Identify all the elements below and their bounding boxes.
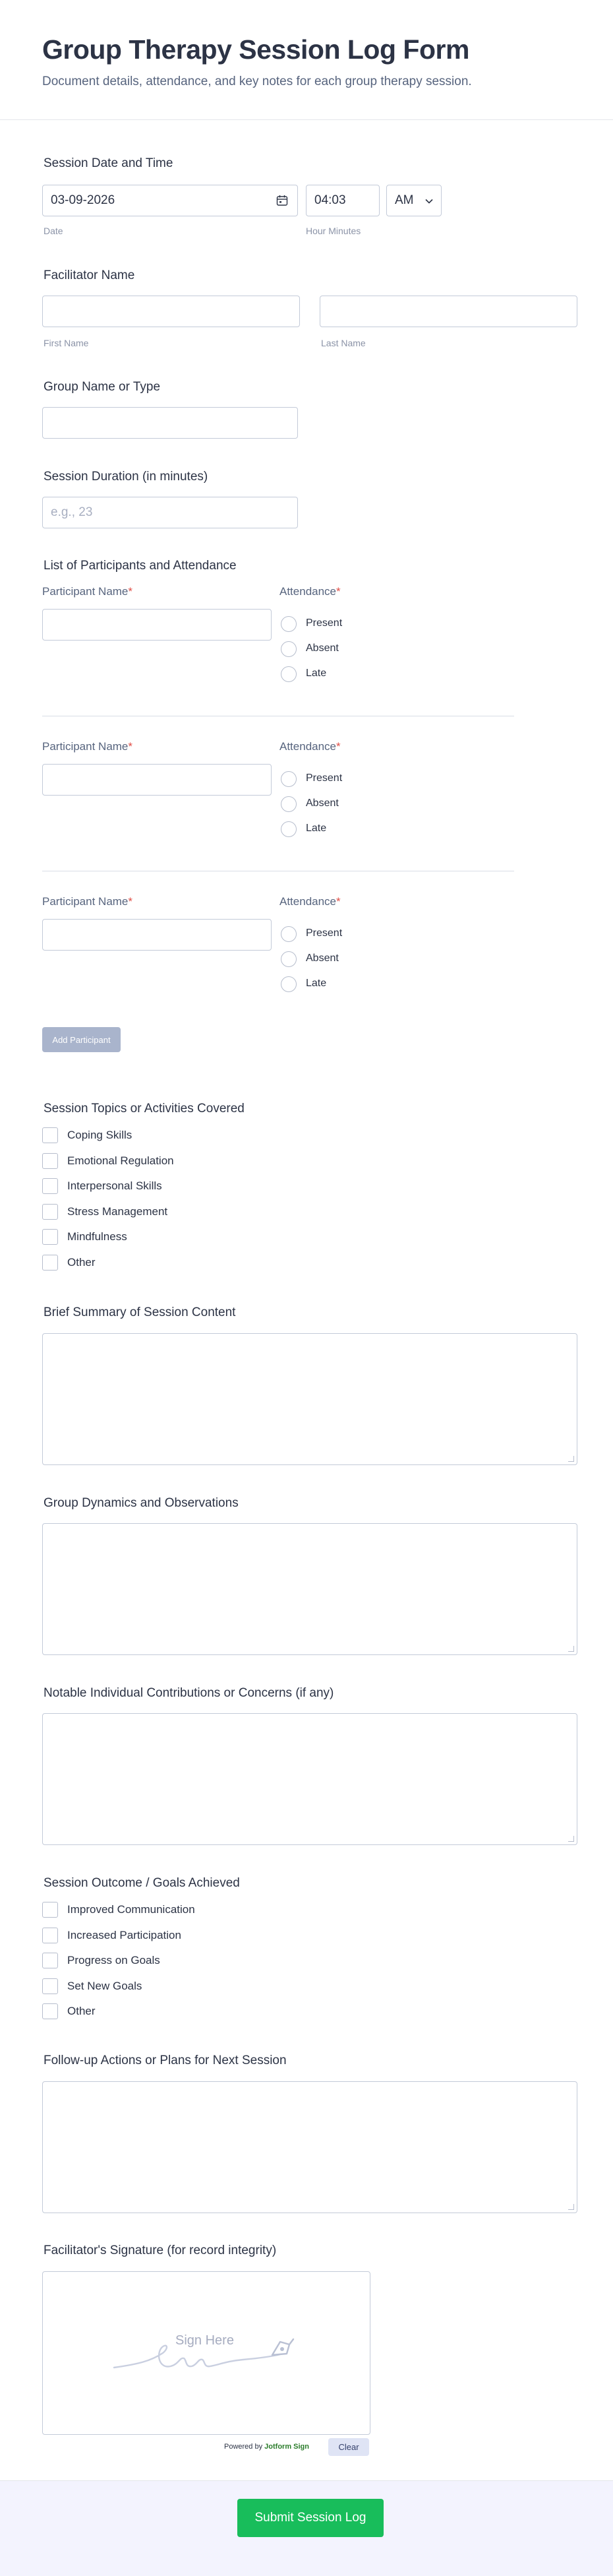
submit-button[interactable]: Submit Session Log xyxy=(237,2499,384,2537)
topic-checkbox[interactable] xyxy=(42,1204,58,1220)
topic-option-label: Emotional Regulation xyxy=(67,1154,174,1167)
participant-name-input[interactable] xyxy=(42,609,272,641)
contributions-textarea[interactable] xyxy=(42,1713,577,1845)
outcome-option-label: Increased Participation xyxy=(67,1928,181,1941)
powered-by xyxy=(224,2443,309,2451)
attendance-label xyxy=(279,740,341,753)
summary-label: Brief Summary of Session Content xyxy=(44,1305,236,1319)
outcome-option-label: Progress on Goals xyxy=(67,1954,160,1966)
group-name-input[interactable] xyxy=(42,407,298,439)
form-header xyxy=(0,0,613,120)
topic-checkbox[interactable] xyxy=(42,1153,58,1169)
participant-name-label xyxy=(42,740,132,753)
first-name-sublabel: First Name xyxy=(44,338,89,348)
outcome-checkbox[interactable] xyxy=(42,1902,58,1918)
participant-name-text: Participant Name xyxy=(42,585,129,598)
form-title: Group Therapy Session Log Form xyxy=(42,34,469,65)
outcome-option-label: Improved Communication xyxy=(67,1903,195,1916)
jotform-sign-brand[interactable]: Jotform Sign xyxy=(264,2443,309,2451)
required-mark: * xyxy=(128,585,133,598)
time-sublabel: Hour Minutes xyxy=(306,226,361,236)
session-datetime-label: Session Date and Time xyxy=(44,156,173,170)
add-participant-button[interactable]: Add Participant xyxy=(42,1027,121,1052)
attendance-radio-present[interactable] xyxy=(281,616,297,632)
sign-here-placeholder: Sign Here xyxy=(175,2333,234,2348)
topic-checkbox[interactable] xyxy=(42,1255,58,1271)
participant-name-text: Participant Name xyxy=(42,740,129,753)
date-input[interactable] xyxy=(42,185,298,216)
attendance-option-label: Absent xyxy=(306,643,339,654)
duration-label: Session Duration (in minutes) xyxy=(44,470,208,484)
topic-checkbox[interactable] xyxy=(42,1229,58,1245)
outcome-checkbox[interactable] xyxy=(42,2003,58,2019)
attendance-text: Attendance xyxy=(279,585,337,598)
participant-name-label xyxy=(42,895,132,908)
attendance-option-label: Absent xyxy=(306,953,339,964)
facilitator-label: Facilitator Name xyxy=(44,268,135,282)
attendance-radio-late[interactable] xyxy=(281,666,297,682)
participant-name-text: Participant Name xyxy=(42,895,129,908)
time-value: 04:03 xyxy=(314,193,346,207)
duration-input[interactable] xyxy=(42,497,298,528)
outcome-option-label: Set New Goals xyxy=(67,1979,142,1992)
summary-textarea[interactable] xyxy=(42,1333,577,1465)
attendance-option-label: Absent xyxy=(306,798,339,809)
signature-label: Facilitator's Signature (for record integrity) xyxy=(44,2244,277,2257)
attendance-text: Attendance xyxy=(279,740,337,753)
attendance-option-label: Present xyxy=(306,927,343,939)
attendance-option-label: Late xyxy=(306,823,327,834)
participant-name-input[interactable] xyxy=(42,919,272,951)
attendance-radio-present[interactable] xyxy=(281,771,297,787)
topic-option-label: Other xyxy=(67,1255,96,1269)
calendar-icon[interactable] xyxy=(276,195,288,210)
topic-option-label: Mindfulness xyxy=(67,1230,127,1243)
outcome-label: Session Outcome / Goals Achieved xyxy=(44,1876,240,1890)
topic-option-label: Coping Skills xyxy=(67,1129,132,1141)
required-mark: * xyxy=(336,585,341,598)
topic-checkbox[interactable] xyxy=(42,1178,58,1194)
attendance-option-label: Present xyxy=(306,772,343,784)
attendance-radio-present[interactable] xyxy=(281,926,297,942)
dynamics-textarea[interactable] xyxy=(42,1523,577,1655)
date-value: 03-09-2026 xyxy=(51,193,115,207)
attendance-radio-absent[interactable] xyxy=(281,641,297,657)
date-sublabel: Date xyxy=(44,226,63,236)
attendance-radio-absent[interactable] xyxy=(281,951,297,967)
required-mark: * xyxy=(336,895,341,908)
outcome-checkbox[interactable] xyxy=(42,1978,58,1994)
group-name-label: Group Name or Type xyxy=(44,380,161,394)
pen-icon xyxy=(267,2335,296,2362)
required-mark: * xyxy=(128,895,133,908)
outcome-option-label: Other xyxy=(67,2005,96,2017)
facilitator-first-name-input[interactable] xyxy=(42,296,300,327)
duration-placeholder: e.g., 23 xyxy=(51,505,93,519)
attendance-label xyxy=(279,585,341,598)
powered-by-prefix: Powered by xyxy=(224,2443,263,2451)
attendance-label xyxy=(279,895,341,908)
attendance-option-label: Late xyxy=(306,668,327,679)
attendance-option-label: Present xyxy=(306,617,343,629)
topic-option-label: Stress Management xyxy=(67,1205,168,1218)
topic-checkbox[interactable] xyxy=(42,1127,58,1143)
participant-name-label xyxy=(42,585,132,598)
form-subtitle: Document details, attendance, and key notes for each group therapy session. xyxy=(42,75,472,88)
facilitator-last-name-input[interactable] xyxy=(320,296,577,327)
participant-name-input[interactable] xyxy=(42,764,272,796)
contributions-label: Notable Individual Contributions or Concerns (if any) xyxy=(44,1686,334,1700)
attendance-radio-late[interactable] xyxy=(281,976,297,992)
required-mark: * xyxy=(128,740,133,753)
ampm-value: AM xyxy=(395,193,414,207)
participants-label: List of Participants and Attendance xyxy=(44,559,237,573)
attendance-option-label: Late xyxy=(306,978,327,989)
ampm-select[interactable] xyxy=(386,185,442,216)
followup-label: Follow-up Actions or Plans for Next Session xyxy=(44,2054,287,2067)
attendance-radio-late[interactable] xyxy=(281,821,297,837)
clear-signature-button[interactable]: Clear xyxy=(328,2438,369,2456)
topic-option-label: Interpersonal Skills xyxy=(67,1179,162,1192)
outcome-checkbox[interactable] xyxy=(42,1928,58,1943)
last-name-sublabel: Last Name xyxy=(321,338,366,348)
dynamics-label: Group Dynamics and Observations xyxy=(44,1496,239,1510)
chevron-down-icon xyxy=(425,193,433,208)
signature-pad[interactable] xyxy=(42,2271,370,2435)
required-mark: * xyxy=(336,740,341,753)
outcome-checkbox[interactable] xyxy=(42,1953,58,1968)
followup-textarea[interactable] xyxy=(42,2081,577,2213)
form-footer xyxy=(0,2480,613,2576)
time-input[interactable] xyxy=(306,185,380,216)
attendance-radio-absent[interactable] xyxy=(281,796,297,812)
attendance-text: Attendance xyxy=(279,895,337,908)
topics-label: Session Topics or Activities Covered xyxy=(44,1102,245,1115)
